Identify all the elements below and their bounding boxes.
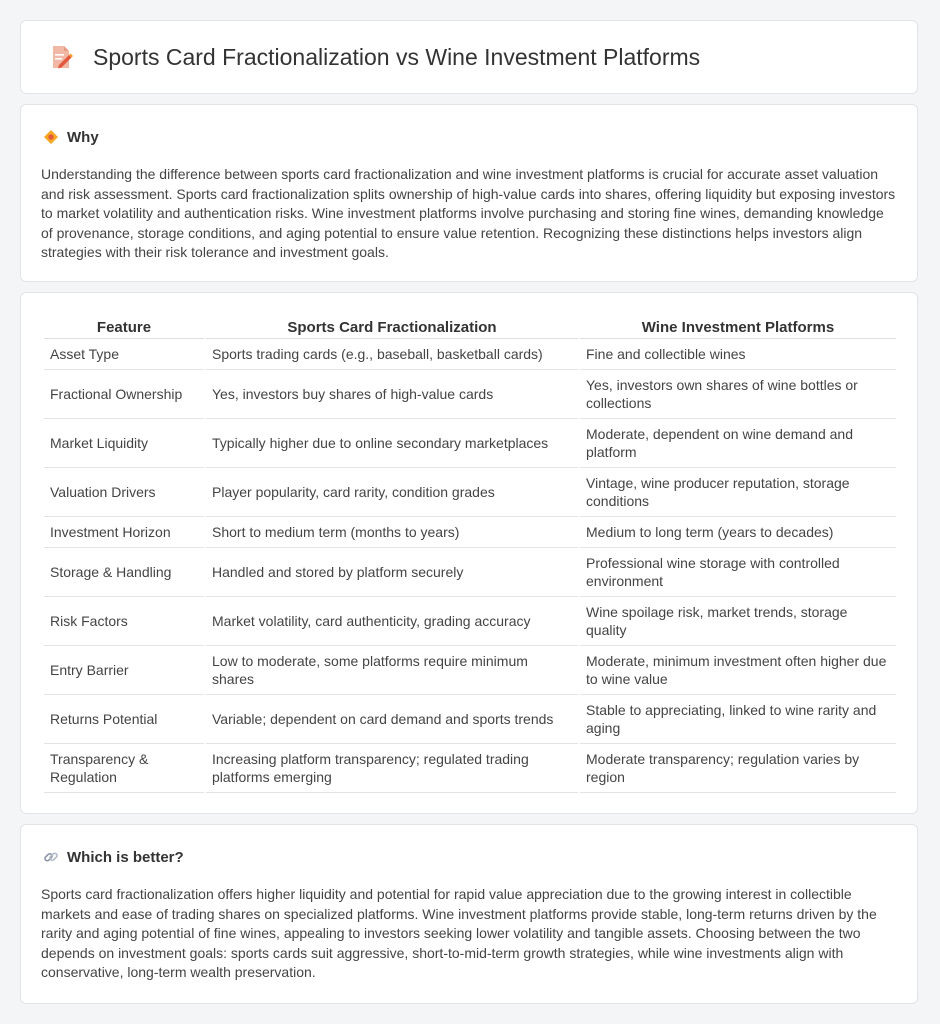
sports-card-cell: Market volatility, card authenticity, grading accuracy	[206, 597, 578, 646]
wine-cell: Vintage, wine producer reputation, storage conditions	[580, 468, 896, 517]
sports-card-cell: Short to medium term (months to years)	[206, 517, 578, 548]
sports-card-cell: Yes, investors buy shares of high-value cards	[206, 370, 578, 419]
wine-cell: Wine spoilage risk, market trends, storage quality	[580, 597, 896, 646]
feature-cell: Valuation Drivers	[44, 468, 204, 517]
why-section	[20, 104, 918, 282]
feature-cell: Fractional Ownership	[44, 370, 204, 419]
wine-cell: Moderate, dependent on wine demand and platform	[580, 419, 896, 468]
feature-cell: Risk Factors	[44, 597, 204, 646]
wine-cell: Moderate, minimum investment often higher due to wine value	[580, 646, 896, 695]
header-card	[20, 20, 918, 94]
sports-card-cell: Variable; dependent on card demand and sports trends	[206, 695, 578, 744]
link-icon	[43, 849, 59, 865]
why-title: Why	[67, 128, 99, 146]
table-row	[44, 468, 896, 517]
wine-cell: Stable to appreciating, linked to wine rarity and aging	[580, 695, 896, 744]
wine-cell: Yes, investors own shares of wine bottles or collections	[580, 370, 896, 419]
feature-cell: Market Liquidity	[44, 419, 204, 468]
column-header-wine: Wine Investment Platforms	[580, 315, 896, 339]
wine-cell: Fine and collectible wines	[580, 339, 896, 370]
which-is-better-section	[20, 824, 918, 1004]
wine-cell: Moderate transparency; regulation varies by region	[580, 744, 896, 793]
wine-cell: Professional wine storage with controlled environment	[580, 548, 896, 597]
comparison-table-card	[20, 292, 918, 814]
table-row	[44, 744, 896, 793]
table-row	[44, 339, 896, 370]
sports-card-cell: Increasing platform transparency; regulated trading platforms emerging	[206, 744, 578, 793]
feature-cell: Returns Potential	[44, 695, 204, 744]
better-text: Sports card fractionalization offers higher liquidity and potential for rapid value appreciation due to the growing interest in collectible markets and ease of trading shares on specialized platforms. Wine investment platforms provide stable, long-term returns driven by the rarity and aging potential of fine wines, appealing to investors seeking lower volatility and tangible assets. Choosing between the two depends on investment goals: sports cards suit aggressive, short-to-mid-term growth strategies, while wine investments align with conservative, long-term wealth preservation.	[41, 886, 877, 980]
diamond-bullet-icon	[43, 129, 59, 145]
sports-card-cell: Sports trading cards (e.g., baseball, basketball cards)	[206, 339, 578, 370]
feature-cell: Asset Type	[44, 339, 204, 370]
table-row	[44, 548, 896, 597]
comparison-table	[42, 315, 898, 793]
column-header-sports-card: Sports Card Fractionalization	[206, 315, 578, 339]
column-header-feature: Feature	[44, 315, 204, 339]
page-title: Sports Card Fractionalization vs Wine Investment Platforms	[93, 43, 701, 70]
wine-cell: Medium to long term (years to decades)	[580, 517, 896, 548]
table-row	[44, 597, 896, 646]
document-edit-icon	[47, 43, 75, 71]
table-row	[44, 419, 896, 468]
feature-cell: Entry Barrier	[44, 646, 204, 695]
feature-cell: Investment Horizon	[44, 517, 204, 548]
feature-cell: Transparency & Regulation	[44, 744, 204, 793]
table-row	[44, 370, 896, 419]
table-header-row	[44, 315, 896, 339]
table-row	[44, 517, 896, 548]
sports-card-cell: Player popularity, card rarity, condition grades	[206, 468, 578, 517]
feature-cell: Storage & Handling	[44, 548, 204, 597]
sports-card-cell: Low to moderate, some platforms require minimum shares	[206, 646, 578, 695]
better-title: Which is better?	[67, 848, 184, 866]
table-row	[44, 695, 896, 744]
why-text: Understanding the difference between sports card fractionalization and wine investment platforms is crucial for accurate asset valuation and risk assessment. Sports card fractionalization splits ownership of high-value cards into shares, offering liquidity but exposing investors to market volatility and authentication risks. Wine investment platforms involve purchasing and storing fine wines, demanding knowledge of provenance, storage conditions, and aging potential to ensure value retention. Recognizing these distinctions helps investors align strategies with their risk tolerance and investment goals.	[41, 166, 896, 260]
sports-card-cell: Typically higher due to online secondary marketplaces	[206, 419, 578, 468]
table-row	[44, 646, 896, 695]
sports-card-cell: Handled and stored by platform securely	[206, 548, 578, 597]
